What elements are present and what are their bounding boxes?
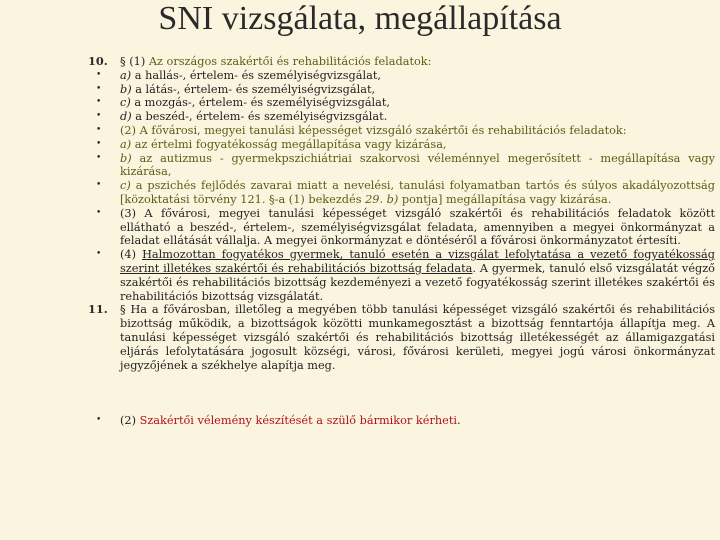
bullet-icon: • — [96, 415, 102, 426]
highlighted-text: Szakértői vélemény készítését a szülő bármikor kérheti — [139, 414, 457, 428]
document-body — [90, 55, 715, 428]
item-prefix: (2) — [120, 414, 140, 428]
item-text: (3) A fővárosi, megyei tanulási képességet vizsgáló szakértői és rehabilitációs feladatok között ellátható a beszéd-, értelem-, személyiségvizsgálat feladata, amennyiben a megyei önkormányzat a feladat ellátását vállalja. A megyei önkormányzat e döntéséről a fővárosi önkormányzatot értesíti. — [120, 206, 715, 248]
item-text: a beszéd-, értelem- és személyiségvizsgálat. — [131, 110, 388, 124]
bullet-icon: • — [96, 138, 102, 149]
list-item — [90, 96, 715, 110]
bullet-icon: • — [96, 180, 102, 191]
paragraph-prefix: § (1) — [120, 55, 149, 68]
bullet-icon: • — [96, 97, 102, 108]
list-item — [90, 207, 715, 248]
bullet-icon: • — [96, 152, 102, 163]
item-text-2: pontja] megállapítása vagy kizárása. — [398, 192, 612, 206]
item-text: . A gyermek, tanuló első vizsgálatát végző szakértői és rehabilitációs bizottság kezdeményezi a vezető fogyatékosság szerint illetékes szakértői és rehabilitációs bizottság vizsgálatát. — [120, 261, 715, 303]
bullet-icon: • — [96, 207, 102, 218]
item-text: a hallás-, értelem- és személyiségvizsgálat, — [131, 68, 381, 82]
spacer — [90, 372, 715, 414]
bullet-icon: • — [96, 249, 102, 260]
item-text: a látás-, értelem- és személyiségvizsgálat, — [131, 82, 376, 96]
item-text: a mozgás-, értelem- és személyiségvizsgálat, — [130, 96, 391, 110]
section-10-1 — [90, 55, 715, 69]
bullet-icon: • — [96, 124, 102, 135]
list-item — [90, 152, 715, 180]
bullet-icon: • — [96, 69, 102, 80]
list-item — [90, 179, 715, 207]
list-item — [90, 414, 715, 428]
item-text: (2) A fővárosi, megyei tanulási képességet vizsgáló szakértői és rehabilitációs feladatok: — [120, 123, 627, 137]
list-item — [90, 248, 715, 303]
underlined-text: Halmozottan fogyatékos gyermek, tanuló esetén a vizsgálat lefolytatása a vezető fogyatékosság szerint illetékes szakértői és rehabilitációs bizottság feladata — [120, 248, 715, 275]
paragraph-text: § Ha a fővárosban, illetőleg a megyében több tanulási képességet vizsgáló szakértői és rehabilitációs bizottság működik, a bizottságok közötti munkamegosztást a bizottság fenntartója állapítja meg. A tanulási képességet vizsgáló szakértői és rehabilitációs bizottság illetékességét az államigazgatási eljárás lefolytatására jogosult községi, városi, fővárosi kerületi, megyei jogú városi önkormányzat jegyzőjének a székhelye alapítja meg. — [120, 303, 715, 372]
page-title: SNI vizsgálata, megállapítása — [158, 0, 562, 37]
item-label: b) — [120, 82, 132, 96]
list-item — [90, 138, 715, 152]
section-11 — [90, 303, 715, 372]
bullet-icon: • — [96, 83, 102, 94]
list-item — [90, 69, 715, 83]
item-label: a) — [120, 68, 132, 82]
list-item — [90, 110, 715, 124]
item-label: a) — [120, 137, 132, 151]
item-text: . — [456, 414, 461, 428]
item-text: az értelmi fogyatékosság megállapítása vagy kizárása, — [131, 137, 447, 151]
paragraph-text: Az országos szakértői és rehabilitációs feladatok: — [148, 55, 432, 68]
item-label: c) — [120, 96, 131, 110]
item-label: c) — [120, 179, 131, 193]
item-label: b) — [120, 151, 132, 165]
item-text: a pszichés fejlődés zavarai miatt a nevelési, tanulási folyamatban tartós és súlyos akadályozottság [közoktatási törvény 121. §-a (1) bekezdés — [120, 179, 715, 206]
bullet-icon: • — [96, 111, 102, 122]
item-text: az autizmus - gyermekpszichiátriai szakorvosi véleménnyel megerősített - megállapítása vagy kizárása, — [120, 151, 715, 179]
list-item — [90, 124, 715, 138]
item-label: d) — [120, 110, 132, 124]
item-prefix: (4) — [120, 248, 143, 262]
section-number: 10. — [88, 54, 108, 68]
list-item — [90, 83, 715, 97]
section-number: 11. — [88, 302, 108, 317]
item-label-2: 29. b) — [365, 192, 399, 206]
